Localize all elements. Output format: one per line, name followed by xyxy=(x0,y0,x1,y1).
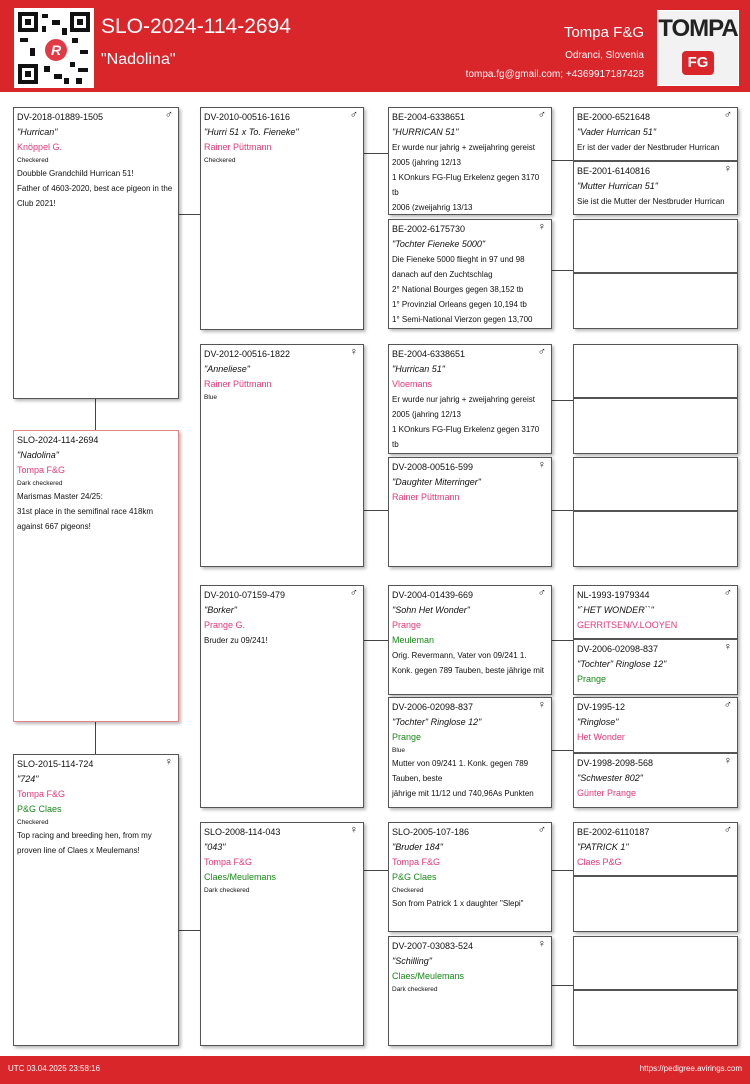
plumage-color: Checkered xyxy=(17,157,49,164)
male-icon: ♂ xyxy=(164,109,173,121)
pigeon-card-empty[interactable] xyxy=(573,398,738,454)
female-icon: ♀ xyxy=(537,221,546,233)
note-line: Orig. Revermann, Vater von 09/241 1. Konk. gegen 789 Tauben, beste jährige mit xyxy=(392,651,544,675)
site-link[interactable]: https://pedigree.avirings.com xyxy=(639,1064,742,1073)
pigeon-card-mm[interactable] xyxy=(200,822,364,1046)
breeder: Prange xyxy=(392,732,422,742)
pigeon-name: "PATRICK 1" xyxy=(577,842,629,852)
pigeon-name: "Vader Hurrican 51" xyxy=(577,127,657,137)
timestamp: UTC 03.04.2025 23:58:16 xyxy=(8,1064,101,1073)
female-icon: ♀ xyxy=(723,755,732,767)
ring-number: DV-2004-01439-669 xyxy=(392,590,474,600)
pigeon-name: "Anneliese" xyxy=(204,364,250,374)
plumage-color: Blue xyxy=(204,394,218,401)
avirings-logo-icon: R xyxy=(43,37,69,63)
owner-address: Odranci, Slovenia xyxy=(565,50,644,61)
pigeon-name: "Sohn Het Wonder" xyxy=(392,605,470,615)
breeder: Het Wonder xyxy=(577,732,625,742)
pigeon-card-ff[interactable] xyxy=(200,107,364,330)
pigeon-card-empty[interactable] xyxy=(573,876,738,932)
page-title-ring: SLO-2024-114-2694 xyxy=(101,15,291,38)
note-line: 31st place in the semifinal race 418km against 667 pigeons! xyxy=(17,507,154,531)
pigeon-card-fm[interactable] xyxy=(200,344,364,567)
owner-name: Tompa F&G xyxy=(563,24,644,41)
pigeon-card-mff-mother[interactable] xyxy=(573,639,738,695)
pigeon-card-subject[interactable] xyxy=(13,430,179,722)
note-line: Doubble Grandchild Hurrican 51! xyxy=(17,169,134,178)
breeder: Claes/Meulemans xyxy=(392,971,465,981)
note-line: Er wurde nur jahrig + zweijahring gereist xyxy=(392,395,535,404)
note-line: 2005 (jahring 12/13 xyxy=(392,410,461,419)
pigeon-name: "Tochter" Ringlose 12" xyxy=(577,659,667,669)
pigeon-name: "Bruder 184" xyxy=(392,842,443,852)
breeder-secondary: Claes/Meulemans xyxy=(204,872,277,882)
pigeon-name: "Schwester 802" xyxy=(577,773,643,783)
note-line: Mutter von 09/241 1. Konk. gegen 789 Tauben, beste xyxy=(392,759,529,783)
pigeon-name: "Hurrican 51" xyxy=(392,364,445,374)
note-line: 1 KOnkurs FG-Flug Erkelenz gegen 3170 tb xyxy=(392,425,540,449)
note-line: Father of 4603-2020, best ace pigeon in the Club 2021! xyxy=(17,184,173,208)
ring-number: BE-2004-6338651 xyxy=(392,349,466,359)
pigeon-card-empty[interactable] xyxy=(573,511,738,567)
note-line: 2006 (zweijahrig 13/13 xyxy=(392,203,473,212)
note-line: Sie ist die Mutter der Nestbruder Hurrican xyxy=(577,197,725,206)
pigeon-name: "Hurri 51 x To. Fieneke" xyxy=(204,127,299,137)
note-line: 1° Semi-National Vierzon gegen 13,700 xyxy=(392,315,533,324)
female-icon: ♀ xyxy=(349,824,358,836)
note-line: Top racing and breeding hen, from my proven line of Claes x Meulemans! xyxy=(17,831,152,855)
ring-number: BE-2000-6521648 xyxy=(577,112,651,122)
pigeon-name: "Daughter Miterringer" xyxy=(392,477,481,487)
note-line: jährige mit 11/12 und 740,96As Punkten xyxy=(392,789,534,798)
breeder: Rainer Püttmann xyxy=(204,142,272,152)
note-line: Er wurde nur jahrig + zweijahring gereist xyxy=(392,143,535,152)
female-icon: ♀ xyxy=(723,163,732,175)
ring-number: BE-2002-6175730 xyxy=(392,224,466,234)
pigeon-card-mff[interactable] xyxy=(388,585,552,695)
pigeon-card-fff-mother[interactable] xyxy=(573,161,738,215)
plumage-color: Blue xyxy=(392,747,406,754)
female-icon: ♀ xyxy=(164,756,173,768)
note-line: 1 KOnkurs FG-Flug Erkelenz gegen 3170 tb xyxy=(392,173,540,197)
pigeon-card-mmf[interactable] xyxy=(388,822,552,932)
ring-number: NL-1993-1979344 xyxy=(577,590,650,600)
breeder: Rainer Püttmann xyxy=(392,492,460,502)
ring-number: SLO-2005-107-186 xyxy=(392,827,470,837)
pigeon-name: "Hurrican" xyxy=(17,127,58,137)
breeder: GERRITSEN/V.LOOYEN xyxy=(577,620,678,630)
female-icon: ♀ xyxy=(537,699,546,711)
plumage-color: Checkered xyxy=(392,887,424,894)
plumage-color: Checkered xyxy=(17,819,49,826)
ring-number: SLO-2008-114-043 xyxy=(204,827,281,837)
male-icon: ♂ xyxy=(537,109,546,121)
plumage-color: Dark checkered xyxy=(17,480,63,487)
breeder: Tompa F&G xyxy=(392,857,441,867)
breeder: Tompa F&G xyxy=(17,789,66,799)
pigeon-card-fff-father[interactable] xyxy=(573,107,738,161)
pigeon-card-fff[interactable] xyxy=(388,107,552,215)
note-line: Bruder zu 09/241! xyxy=(204,636,268,645)
pigeon-card-empty[interactable] xyxy=(573,936,738,990)
note-line: 2005 (jahring 12/13 xyxy=(392,158,461,167)
loft-logo: TOMPA FG xyxy=(657,10,739,86)
plumage-color: Dark checkered xyxy=(204,887,250,894)
pigeon-name: "043" xyxy=(204,842,226,852)
ring-number: DV-2012-00516-1822 xyxy=(204,349,291,359)
pigeon-name: "Schilling" xyxy=(392,956,432,966)
male-icon: ♂ xyxy=(349,587,358,599)
ring-number: SLO-2024-114-2694 xyxy=(17,435,99,445)
ring-number: DV-1995-12 xyxy=(577,702,626,712)
male-icon: ♂ xyxy=(349,109,358,121)
pigeon-card-mfm-mother[interactable] xyxy=(573,753,738,808)
note-line: Er ist der vader der Nestbruder Hurrican xyxy=(577,143,720,152)
qr-code[interactable] xyxy=(14,8,94,88)
pigeon-card-fmm[interactable] xyxy=(388,457,552,567)
breeder: Prange xyxy=(577,674,607,684)
breeder: Tompa F&G xyxy=(204,857,253,867)
pigeon-card-mmf-father[interactable] xyxy=(573,822,738,876)
ring-number: DV-2006-02098-837 xyxy=(577,644,659,654)
male-icon: ♂ xyxy=(537,346,546,358)
male-icon: ♂ xyxy=(723,699,732,711)
pigeon-name: "`HET WONDER``" xyxy=(577,605,654,615)
male-icon: ♂ xyxy=(723,824,732,836)
female-icon: ♀ xyxy=(537,938,546,950)
breeder-secondary: P&G Claes xyxy=(17,804,62,814)
breeder-secondary: P&G Claes xyxy=(392,872,437,882)
breeder: Knöppel G. xyxy=(17,142,63,152)
pigeon-card-empty[interactable] xyxy=(573,273,738,329)
ring-number: BE-2001-6140816 xyxy=(577,166,651,176)
breeder: Prange xyxy=(392,620,422,630)
note-line: Son from Patrick 1 x daughter "Slepi" xyxy=(392,899,524,908)
pigeon-name: "724" xyxy=(17,774,39,784)
note-line: Die Fieneke 5000 flieght in 97 und 98 danach auf den Zuchtschlag xyxy=(392,255,525,279)
ring-number: DV-1998-2098-568 xyxy=(577,758,654,768)
ring-number: DV-2010-00516-1616 xyxy=(204,112,291,122)
female-icon: ♀ xyxy=(537,459,546,471)
ring-number: DV-2018-01889-1505 xyxy=(17,112,104,122)
owner-contact: tompa.fg@gmail.com; +4369917187428 xyxy=(465,69,644,80)
footer-bar xyxy=(0,1056,750,1084)
ring-number: DV-2007-03083-524 xyxy=(392,941,474,951)
pigeon-name: "HURRICAN 51" xyxy=(392,127,459,137)
male-icon: ♂ xyxy=(723,109,732,121)
pigeon-name: "Tochter" Ringlose 12" xyxy=(392,717,482,727)
pigeon-card-empty[interactable] xyxy=(573,457,738,511)
pigeon-card-mfm[interactable] xyxy=(388,697,552,808)
plumage-color: Checkered xyxy=(204,157,236,164)
ring-number: DV-2010-07159-479 xyxy=(204,590,286,600)
pigeon-card-empty[interactable] xyxy=(573,344,738,398)
breeder: Claes P&G xyxy=(577,857,622,867)
ring-number: DV-2006-02098-837 xyxy=(392,702,474,712)
page-title-name: "Nadolina" xyxy=(101,51,176,68)
pigeon-card-mmm[interactable] xyxy=(388,936,552,1046)
note-line: Marismas Master 24/25: xyxy=(17,492,103,501)
ring-number: DV-2008-00516-599 xyxy=(392,462,474,472)
pigeon-card-ffm[interactable] xyxy=(388,219,552,329)
pigeon-name: "Borker" xyxy=(204,605,237,615)
pigeon-card-mf[interactable] xyxy=(200,585,364,808)
pigeon-name: "Tochter Fieneke 5000" xyxy=(392,239,486,249)
male-icon: ♂ xyxy=(537,824,546,836)
female-icon: ♀ xyxy=(723,641,732,653)
ring-number: BE-2002-6110187 xyxy=(577,827,650,837)
ring-number: BE-2004-6338651 xyxy=(392,112,466,122)
male-icon: ♂ xyxy=(537,587,546,599)
pigeon-card-fmf[interactable] xyxy=(388,344,552,454)
plumage-color: Dark checkered xyxy=(392,986,438,993)
pigeon-card-mother[interactable] xyxy=(13,754,179,1046)
pigeon-card-father[interactable] xyxy=(13,107,179,399)
breeder: Tompa F&G xyxy=(17,465,66,475)
pigeon-card-empty[interactable] xyxy=(573,990,738,1046)
note-line: 1° Provinzial Orleans gegen 10,194 tb xyxy=(392,300,527,309)
breeder: Rainer Püttmann xyxy=(204,379,272,389)
header-bar xyxy=(0,0,750,92)
pigeon-card-mff-father[interactable] xyxy=(573,585,738,639)
pigeon-name: "Mutter Hurrican 51" xyxy=(577,181,658,191)
pigeon-card-mfm-father[interactable] xyxy=(573,697,738,753)
ring-number: SLO-2015-114-724 xyxy=(17,759,94,769)
breeder: Vloemans xyxy=(392,379,433,389)
pigeon-name: "Ringlose" xyxy=(577,717,619,727)
breeder-secondary: Meuleman xyxy=(392,635,435,645)
breeder: Günter Prange xyxy=(577,788,637,798)
male-icon: ♂ xyxy=(723,587,732,599)
breeder: Prange G. xyxy=(204,620,246,630)
note-line xyxy=(392,452,548,454)
pigeon-card-empty[interactable] xyxy=(573,219,738,273)
pigeon-name: "Nadolina" xyxy=(17,450,59,460)
female-icon: ♀ xyxy=(349,346,358,358)
note-line: 2° National Bourges gegen 38,152 tb xyxy=(392,285,524,294)
